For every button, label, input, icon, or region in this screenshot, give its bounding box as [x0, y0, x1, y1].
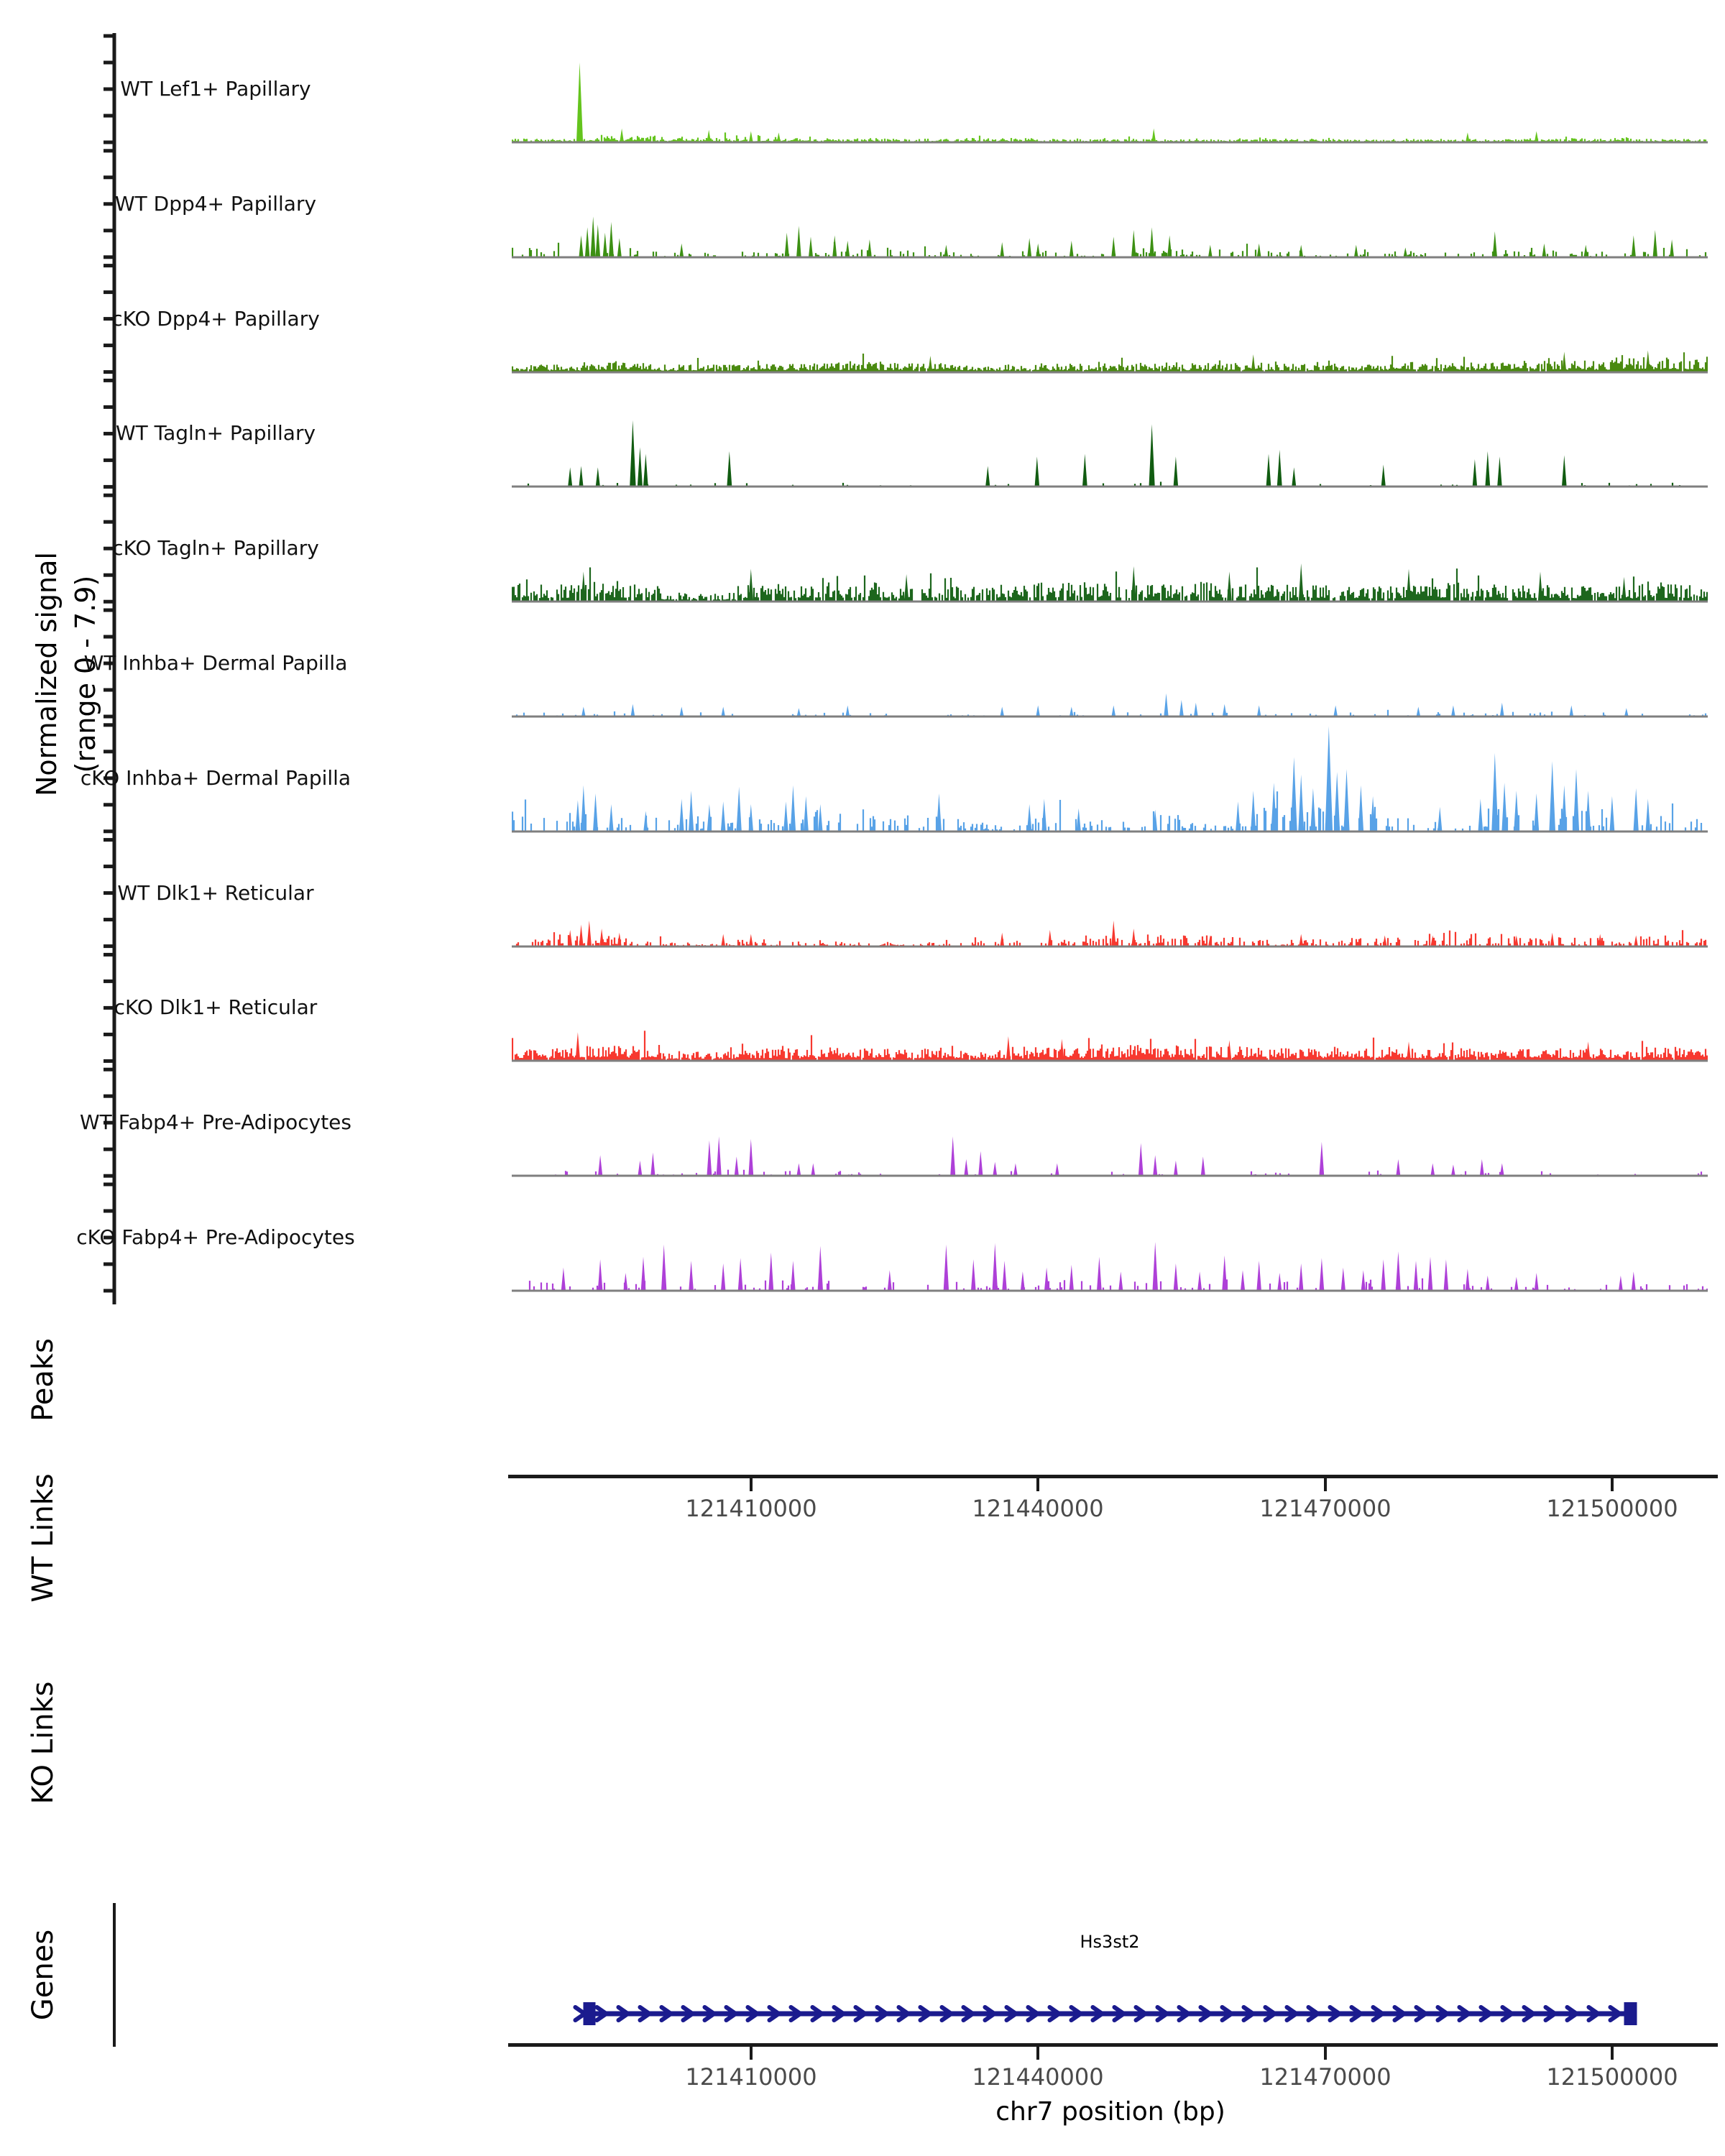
axis-line — [508, 2043, 1718, 2047]
track-label: WT Dlk1+ Reticular — [117, 880, 314, 905]
y-axis-label-line2: (range 0 - 7.9) — [70, 575, 101, 773]
axis-tick-label: 121440000 — [972, 2063, 1104, 2091]
track-signal — [512, 494, 1708, 604]
axis-tick-label: 121440000 — [972, 1495, 1104, 1522]
track-label: cKO Dpp4+ Papillary — [111, 306, 320, 331]
section-label-wt-links: WT Links — [27, 1473, 60, 1603]
axis-tick — [1324, 2047, 1327, 2060]
section-label-genes: Genes — [27, 1929, 60, 2021]
section-label-peaks: Peaks — [27, 1338, 60, 1422]
axis-line — [508, 1475, 1718, 1478]
track-label: WT Lef1+ Papillary — [120, 77, 311, 101]
track-signal — [512, 954, 1708, 1063]
axis-tick-label: 121410000 — [685, 1495, 817, 1522]
axis-tick-label: 121470000 — [1259, 2063, 1392, 2091]
track-label: WT Fabp4+ Pre-Adipocytes — [80, 1110, 351, 1135]
genes-bracket — [113, 1903, 116, 2047]
gene-model — [508, 1989, 1723, 2040]
axis-tick-label: 121410000 — [685, 2063, 817, 2091]
axis-tick — [1036, 1478, 1039, 1491]
track-label: cKO Fabp4+ Pre-Adipocytes — [76, 1225, 355, 1249]
axis-tick-label: 121470000 — [1259, 1495, 1392, 1522]
track-signal — [512, 839, 1708, 949]
track-label: cKO Inhba+ Dermal Papilla — [80, 765, 351, 790]
y-axis-label-line1: Normalized signal — [31, 552, 63, 796]
track-label: cKO Dlk1+ Reticular — [114, 995, 318, 1020]
track-signal — [512, 1069, 1708, 1178]
axis-tick — [750, 1478, 753, 1491]
section-label-ko-links: KO Links — [27, 1681, 60, 1805]
axis-tick — [1611, 2047, 1614, 2060]
axis-tick — [1611, 1478, 1614, 1491]
track-label: WT Tagln+ Papillary — [115, 421, 316, 446]
track-signal — [512, 609, 1708, 719]
track-label: cKO Tagln+ Papillary — [112, 536, 319, 561]
axis-tick-label: 121500000 — [1546, 2063, 1678, 2091]
track-signal — [512, 265, 1708, 374]
axis-tick — [1324, 1478, 1327, 1491]
track-signal — [512, 150, 1708, 259]
x-axis-label: chr7 position (bp) — [995, 2097, 1225, 2127]
track-label: WT Dpp4+ Papillary — [114, 191, 317, 216]
track-signal — [512, 35, 1708, 144]
axis-tick — [1036, 2047, 1039, 2060]
axis-tick — [750, 2047, 753, 2060]
track-label: WT Inhba+ Dermal Papilla — [83, 651, 348, 675]
track-signal — [512, 379, 1708, 489]
gene-name-label: Hs3st2 — [1080, 1932, 1140, 1952]
track-signal — [512, 724, 1708, 834]
track-signal — [512, 1184, 1708, 1293]
axis-tick-label: 121500000 — [1546, 1495, 1678, 1522]
